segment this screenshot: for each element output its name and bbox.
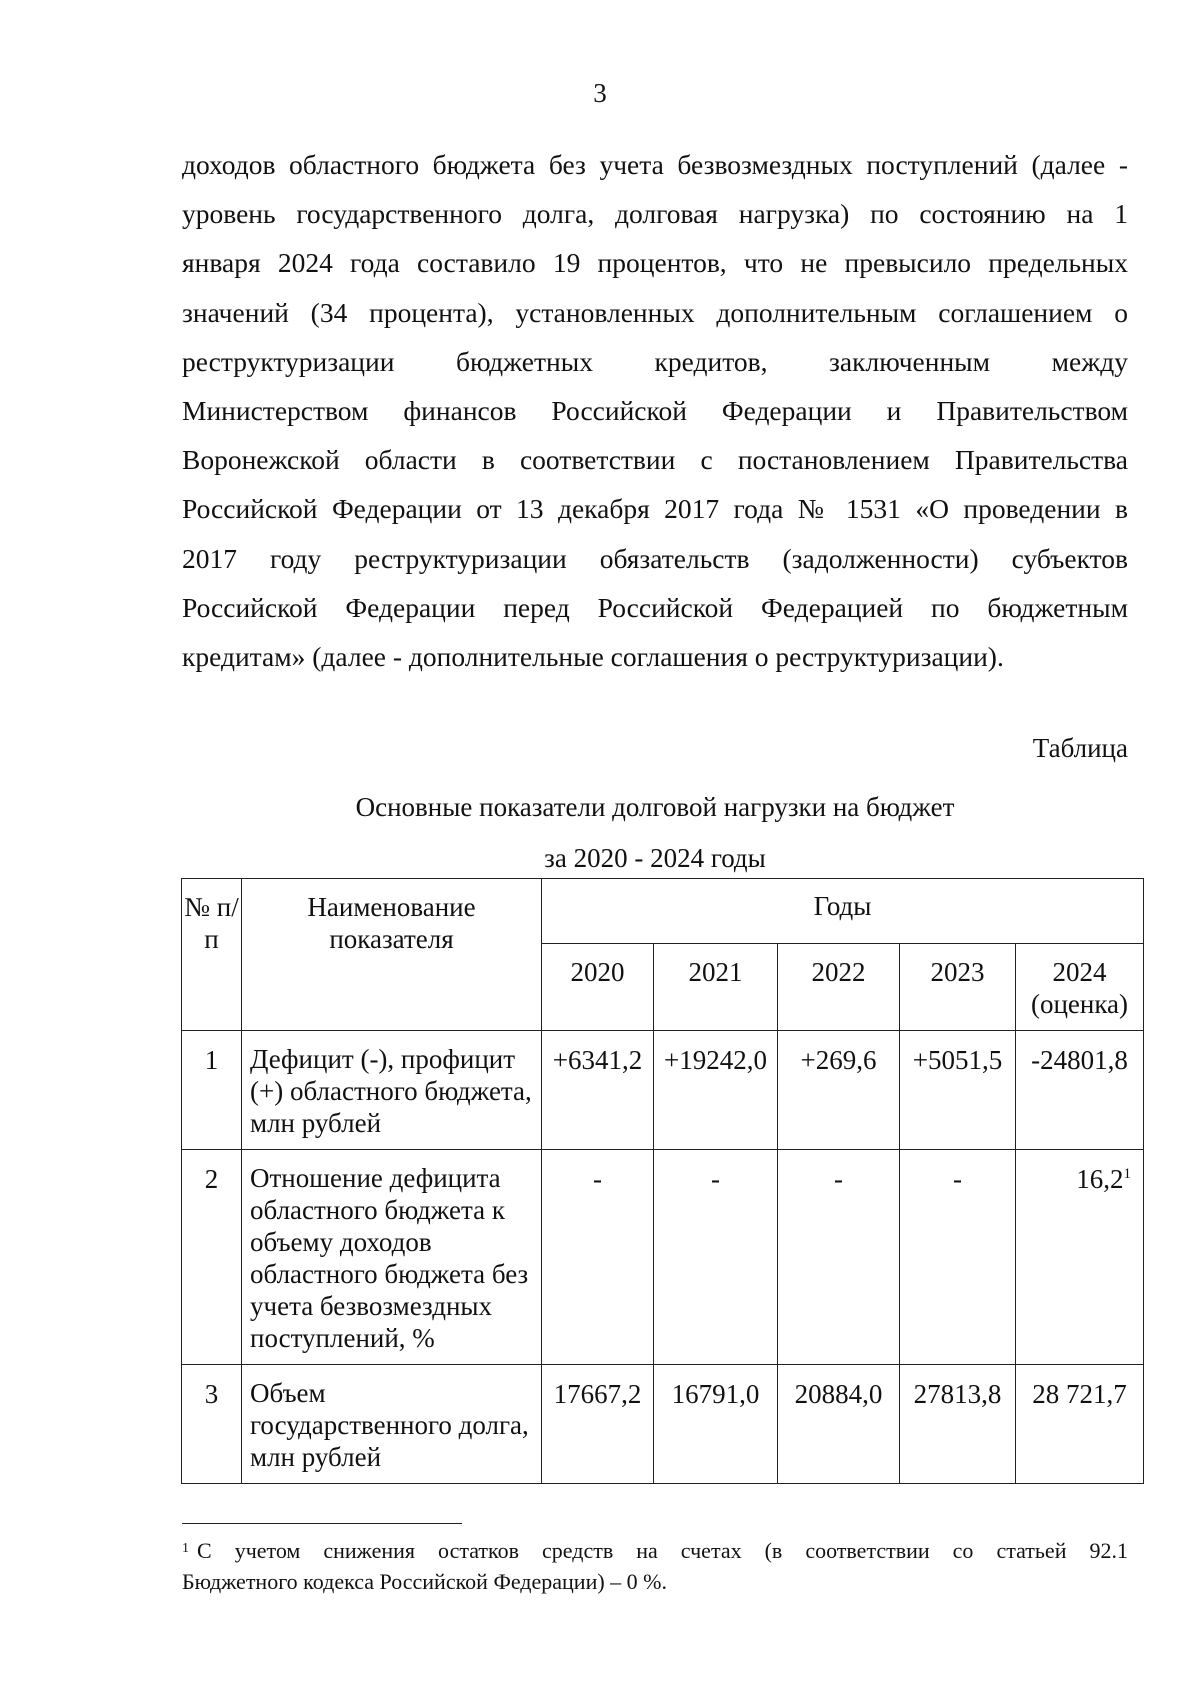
paragraph-line: значений (34 процента), установленных дополнительным соглашением о bbox=[182, 296, 1128, 328]
header-year: 2020 bbox=[542, 944, 654, 1031]
footnote-marker: 1 bbox=[182, 1541, 189, 1556]
footnote-line: Бюджетного кодекса Российской Федерации) – 0 %. bbox=[182, 1569, 667, 1594]
row-value: +6341,2 bbox=[542, 1031, 654, 1150]
table-title-line: за 2020 - 2024 годы bbox=[544, 843, 766, 873]
row-value: 16791,0 bbox=[654, 1365, 778, 1484]
table-label: Таблица bbox=[1032, 733, 1128, 763]
row-value: - bbox=[900, 1150, 1016, 1365]
row-value: 20884,0 bbox=[778, 1365, 900, 1484]
footnote bbox=[182, 1535, 1128, 1597]
paragraph-line: доходов областного бюджета без учета безвозмездных поступлений (далее - bbox=[182, 149, 1128, 180]
row-num: 3 bbox=[182, 1365, 242, 1484]
row-value bbox=[1016, 1150, 1144, 1365]
paragraph-line: Министерством финансов Российской Федерации и Правительством bbox=[182, 395, 1128, 427]
row-name: Объем государственного долга, млн рублей bbox=[242, 1365, 542, 1484]
table-row bbox=[182, 1150, 1144, 1365]
row-value: +5051,5 bbox=[900, 1031, 1016, 1150]
paragraph-line: кредитам» (далее - дополнительные соглашения о реструктуризации). bbox=[182, 641, 1004, 673]
paragraph-line: реструктуризации бюджетных кредитов, заключенным между bbox=[182, 345, 1128, 377]
row-value: 27813,8 bbox=[900, 1365, 1016, 1484]
header-num: № п/п bbox=[182, 879, 242, 1031]
row-value: - bbox=[542, 1150, 654, 1365]
header-year: 2023 bbox=[900, 944, 1016, 1031]
row-value: - bbox=[654, 1150, 778, 1365]
footnote-text: С учетом снижения остатков средств на счетах (в соответствии со статьей 92.1 bbox=[197, 1538, 1128, 1563]
paragraph-line: уровень государственного долга, долговая нагрузка) по состоянию на 1 bbox=[182, 198, 1128, 230]
paragraph-line: Воронежской области в соответствии с постановлением Правительства bbox=[182, 444, 1128, 476]
row-name: Дефицит (-), профицит (+) областного бюджета, млн рублей bbox=[242, 1031, 542, 1150]
paragraph-line: 2017 году реструктуризации обязательств (задолженности) субъектов bbox=[182, 542, 1128, 574]
paragraph-line: Российской Федерации перед Российской Федерацией по бюджетным bbox=[182, 591, 1128, 623]
row-value: 17667,2 bbox=[542, 1365, 654, 1484]
debt-indicators-table bbox=[181, 878, 1144, 1484]
row-value-text: 16,2 bbox=[1076, 1164, 1124, 1194]
row-value: -24801,8 bbox=[1016, 1031, 1144, 1150]
footnote-ref: 1 bbox=[1123, 1166, 1132, 1182]
row-name: Отношение дефицита областного бюджета к объему доходов областного бюджета без учета безвозмездных поступлений, % bbox=[242, 1150, 542, 1365]
row-value: +19242,0 bbox=[654, 1031, 778, 1150]
header-name: Наименование показателя bbox=[242, 879, 542, 1031]
paragraph-line: января 2024 года составило 19 процентов, что не превысило предельных bbox=[182, 247, 1128, 279]
row-value: +269,6 bbox=[778, 1031, 900, 1150]
table-header-row bbox=[182, 879, 1144, 944]
header-years-group: Годы bbox=[542, 879, 1144, 944]
table-title-line: Основные показатели долговой нагрузки на бюджет bbox=[355, 792, 955, 822]
page-number: 3 bbox=[593, 78, 607, 108]
row-value: - bbox=[778, 1150, 900, 1365]
paragraph-line: Российской Федерации от 13 декабря 2017 года № 1531 «О проведении в bbox=[182, 493, 1128, 525]
table-row bbox=[182, 1031, 1144, 1150]
row-num: 2 bbox=[182, 1150, 242, 1365]
row-value: 28 721,7 bbox=[1016, 1365, 1144, 1484]
header-year: 2021 bbox=[654, 944, 778, 1031]
footnote-line bbox=[182, 1535, 1128, 1566]
row-num: 1 bbox=[182, 1031, 242, 1150]
body-paragraph bbox=[182, 140, 1128, 681]
table-row bbox=[182, 1365, 1144, 1484]
footnote-divider bbox=[182, 1523, 462, 1524]
header-year: 2022 bbox=[778, 944, 900, 1031]
header-year: 2024 (оценка) bbox=[1016, 944, 1144, 1031]
table-title bbox=[0, 782, 1200, 884]
